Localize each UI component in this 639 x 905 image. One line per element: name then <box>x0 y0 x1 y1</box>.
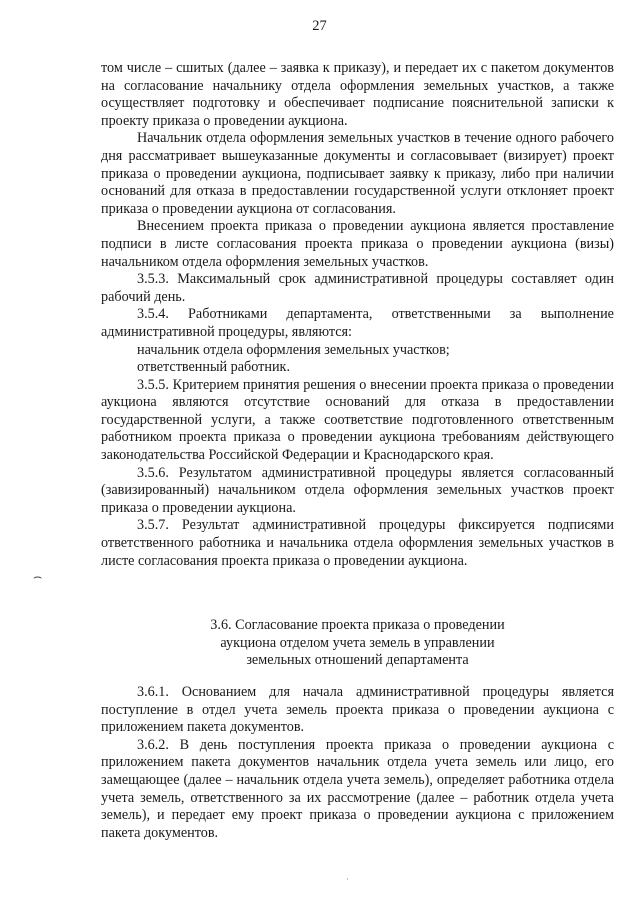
text-block-3-6 <box>101 684 614 842</box>
margin-mark: ⌢ <box>33 570 43 585</box>
paragraph: Начальник отдела оформления земельных участков в течение одного рабочего дня рассматривает вышеуказанные документы и согласовывает (визирует) проект приказа о проведении аукциона, подписывает заявку к приказу, либо при наличии оснований для отказа в предоставлении государственной услуги отклоняет проект приказа о проведении аукциона от согласования. <box>101 130 614 217</box>
paragraph: ответственный работник. <box>137 359 291 376</box>
heading-line: земельных отношений департамента <box>246 652 469 669</box>
paragraph: 3.5.7. Результат административной процедуры фиксируется подписями ответственного работника и начальника отдела оформления земельных участков в листе согласования проекта приказа о проведении аукциона. <box>101 517 614 569</box>
paragraph: Внесением проекта приказа о проведении аукциона является проставление подписи в листе согласования проекта приказа о проведении аукциона (визы) начальником отдела оформления земельных участков. <box>101 218 614 270</box>
text-block-3-5 <box>101 60 614 570</box>
paragraph: 3.5.4. Работниками департамента, ответственными за выполнение административной процедуры, являются: <box>101 306 614 340</box>
section-heading-3-6 <box>101 617 614 670</box>
paragraph: 3.6.2. В день поступления проекта приказа о проведении аукциона с приложением пакета документов начальник отдела учета земель или лицо, его замещающее (далее – начальник отдела учета земель), определяет работника отдела учета земель, ответственного за их рассмотрение (далее – работник отдела учета земель), и передает ему проект приказа о проведении аукциона с приложением пакета документов. <box>101 736 614 841</box>
heading-line: 3.6. Согласование проекта приказа о проведении <box>210 617 505 633</box>
paragraph: 3.5.5. Критерием принятия решения о внесении проекта приказа о проведении аукциона являются отсутствие оснований для отказа в предоставлении государственной услуги, а также соответствие подготовленного ответственным работником проекта приказа о проведении аукциона требованиям действующего законодательства Российской Федерации и Краснодарского края. <box>101 376 614 464</box>
paragraph: 3.6.1. Основанием для начала административной процедуры является поступление в отдел учета земель проекта приказа о проведении аукциона с приложением пакета документов. <box>101 684 614 736</box>
page-number: 27 <box>312 18 327 34</box>
paragraph: том числе – сшитых (далее – заявка к приказу), и передает их с пакетом документов на согласование начальнику отдела оформления земельных участков, а также осуществляет подготовку и обеспечивает подписание пояснительной записки к проекту приказа о проведении аукциона. <box>101 60 614 129</box>
heading-line: аукциона отделом учета земель в управлении <box>220 634 495 651</box>
paragraph: 3.5.3. Максимальный срок административной процедуры составляет один рабочий день. <box>101 271 614 305</box>
paragraph: начальник отдела оформления земельных участков; <box>137 341 450 358</box>
scan-dot: · <box>346 874 349 884</box>
paragraph: 3.5.6. Результатом административной процедуры является согласованный (завизированный) начальником отдела оформления земельных участков проект приказа о проведении аукциона. <box>101 464 614 516</box>
